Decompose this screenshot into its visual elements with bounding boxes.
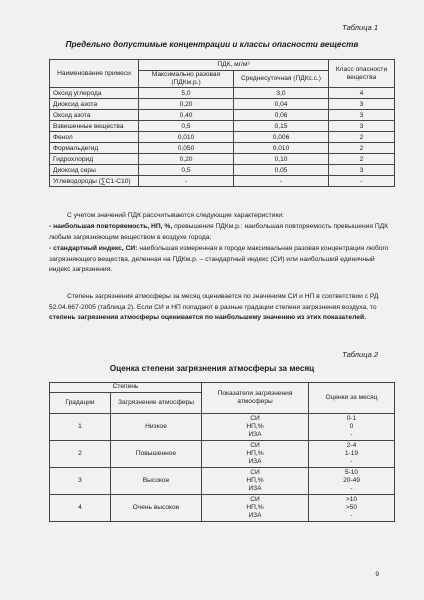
estimate-value: - (350, 431, 353, 439)
hazard-class-value: 4 (329, 88, 395, 99)
max-single-value: - (139, 176, 234, 187)
daily-avg-value: 0,010 (234, 143, 329, 154)
table2-title: Оценка степени загрязнения атмосферы за месяц (109, 364, 315, 373)
table-row (50, 165, 395, 176)
hazard-class-value: 3 (329, 165, 395, 176)
estimates-cell (309, 414, 395, 441)
substance-name: Гидрохлорид (50, 154, 139, 165)
header-indicators: Показатели загрязнения атмосферы (202, 383, 309, 414)
degree-text-bold: степень загрязнения атмосферы оценивается по наибольшему значению из этих показателей. (49, 314, 366, 322)
pollution-level: Низкое (111, 414, 202, 441)
hazard-class-value: - (329, 176, 395, 187)
daily-avg-value: 0,04 (234, 99, 329, 110)
max-single-value: 0,5 (139, 165, 234, 176)
si-paragraph (49, 244, 395, 276)
table-row (50, 110, 395, 121)
degree-paragraph (49, 292, 395, 324)
header-air-pollution: Загрязнение атмосферы (111, 393, 202, 414)
estimate-value: 2-4 (346, 441, 357, 449)
indicator-label: ИЗА (248, 458, 262, 466)
estimate-value: 0 (349, 422, 354, 430)
indicator-label: ИЗА (248, 512, 262, 520)
gradation-value: 4 (50, 495, 111, 522)
indicator-label: СИ (250, 441, 260, 449)
daily-avg-value: 0,006 (234, 132, 329, 143)
header-hazard-class: Класс опасности вещества (329, 60, 395, 88)
header-name: Наименование примеси (50, 60, 139, 88)
estimate-value: - (350, 512, 353, 520)
table-header-row (50, 383, 395, 393)
indicators-cell (202, 495, 309, 522)
table-row (50, 176, 395, 187)
estimate-value: - (350, 485, 353, 493)
substance-name: Диоксид серы (50, 165, 139, 176)
hazard-class-value: 2 (329, 132, 395, 143)
indicator-label: ИЗА (248, 485, 262, 493)
gradation-value: 3 (50, 468, 111, 495)
table-row (50, 121, 395, 132)
intro-paragraph: С учетом значений ПДК рассчитываются следующие характеристики: (67, 212, 284, 219)
indicators-cell (202, 441, 309, 468)
max-single-value: 0,40 (139, 110, 234, 121)
np-paragraph (49, 222, 395, 243)
indicator-label: НП,% (246, 422, 264, 430)
estimate-value: 1-19 (344, 449, 359, 457)
pollution-level: Очень высокое (111, 495, 202, 522)
indicators-cell (202, 468, 309, 495)
daily-avg-value: 3,0 (234, 88, 329, 99)
header-gradation: Градации (50, 393, 111, 414)
daily-avg-value: 0,10 (234, 154, 329, 165)
substance-name: Взвешенные вещества (50, 121, 139, 132)
table-row (50, 414, 395, 441)
si-term: - стандартный индекс, СИ: (49, 245, 138, 252)
table-row (50, 495, 395, 522)
daily-avg-value: 0,15 (234, 121, 329, 132)
estimate-value: 5-10 (344, 468, 359, 476)
table-row (50, 154, 395, 165)
max-single-value: 0,5 (139, 121, 234, 132)
pollution-level: Высокое (111, 468, 202, 495)
page-number: 9 (375, 571, 379, 578)
estimates-cell (309, 441, 395, 468)
indicators-cell (202, 414, 309, 441)
np-definition: превышения ПДКм.р.: наибольшая повторяемость превышения ПДК любым загрязняющим веществом в воздухе города; (49, 223, 389, 241)
hazard-class-value: 3 (329, 121, 395, 132)
indicator-label: СИ (250, 495, 260, 503)
gradation-value: 1 (50, 414, 111, 441)
max-single-value: 0,010 (139, 132, 234, 143)
pollution-degree-table (49, 382, 395, 522)
hazard-class-value: 3 (329, 110, 395, 121)
indicator-label: СИ (250, 468, 260, 476)
daily-avg-value: - (234, 176, 329, 187)
indicator-label: НП,% (246, 476, 264, 484)
substance-name: Оксид углерода (50, 88, 139, 99)
substance-name: Оксид азота (50, 110, 139, 121)
estimates-cell (309, 495, 395, 522)
si-definition: наибольшая измеренная в городе максимальная разовая концентрация любого загрязняющего вещества, деленная на ПДКм.р. – стандартный индекс (СИ) или наибольший единичный индекс загрязнения. (49, 245, 389, 274)
indicator-label: ИЗА (248, 431, 262, 439)
substance-name: Фенол (50, 132, 139, 143)
indicator-label: НП,% (246, 449, 264, 457)
header-daily-avg: Среднесуточная (ПДКс.с.) (234, 71, 329, 88)
degree-text: Степень загрязнения атмосферы за месяц оценивается по значениям СИ и НП в соответствии с РД 52.04.667-2005 (таблица 2). Если СИ и НП попадают в разные градации степени загрязнения воздуха, то (49, 293, 379, 311)
table2-number: Таблица 2 (342, 350, 378, 359)
hazard-class-value: 2 (329, 154, 395, 165)
max-single-value: 5,0 (139, 88, 234, 99)
daily-avg-value: 0,05 (234, 165, 329, 176)
table-row (50, 132, 395, 143)
max-single-value: 0,20 (139, 99, 234, 110)
substance-name: Углеводороды (∑C1-C10) (50, 176, 139, 187)
estimate-value: 20-49 (343, 476, 360, 484)
max-single-value: 0,050 (139, 143, 234, 154)
table-row (50, 143, 395, 154)
estimate-value: >50 (345, 503, 358, 511)
header-month-estimates: Оценки за месяц (309, 383, 395, 414)
indicator-label: НП,% (246, 503, 264, 511)
header-pdk-group: ПДК, мг/м³ (139, 60, 329, 71)
hazard-class-value: 2 (329, 143, 395, 154)
table-row (50, 99, 395, 110)
substance-name: Формальдегид (50, 143, 139, 154)
estimate-value: - (350, 458, 353, 466)
header-max-single: Максимально разовая (ПДКм.р.) (139, 71, 234, 88)
estimates-cell (309, 468, 395, 495)
hazard-class-value: 3 (329, 99, 395, 110)
table-header-row (50, 60, 395, 71)
table-row (50, 88, 395, 99)
substance-name: Диоксид азота (50, 99, 139, 110)
table1-number: Таблица 1 (342, 23, 378, 32)
np-term: - наибольшая повторяемость, НП, %, (49, 223, 173, 230)
daily-avg-value: 0,06 (234, 110, 329, 121)
estimate-value: 0-1 (346, 414, 357, 422)
pollution-level: Повышенное (111, 441, 202, 468)
table-row (50, 441, 395, 468)
pdk-table (49, 59, 395, 187)
header-degree: Степень (50, 383, 202, 393)
gradation-value: 2 (50, 441, 111, 468)
estimate-value: >10 (345, 495, 358, 503)
table-row (50, 468, 395, 495)
indicator-label: СИ (250, 414, 260, 422)
max-single-value: 0,20 (139, 154, 234, 165)
table1-title: Предельно допустимые концентрации и классы опасности веществ (65, 40, 359, 49)
